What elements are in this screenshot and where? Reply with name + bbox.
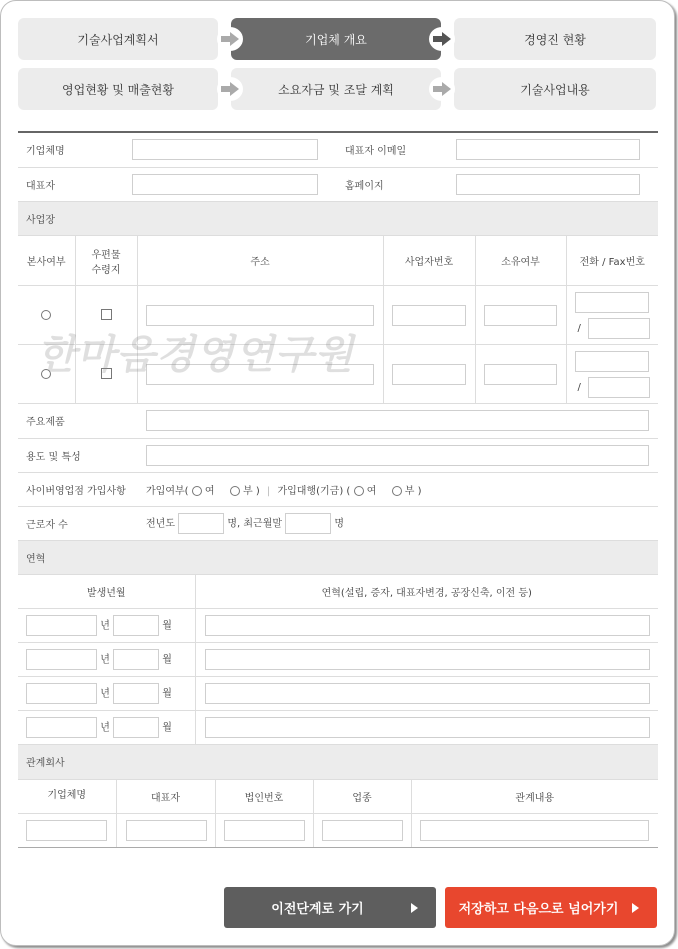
col-phone: 전화 / Fax번호: [566, 236, 658, 286]
month-input[interactable]: [113, 717, 159, 738]
table-row: [18, 813, 658, 847]
join-yes-label: 여: [204, 485, 215, 497]
table-row: [18, 677, 658, 711]
slash-label: /: [577, 323, 581, 334]
col-related-rep: 대표자: [116, 779, 215, 813]
step-sales[interactable]: 영업현황 및 매출현황: [18, 68, 218, 110]
month-label: 월: [162, 620, 172, 632]
agency-no-label: 부: [404, 485, 415, 497]
phone-input[interactable]: [575, 351, 649, 372]
mail-checkbox[interactable]: [101, 309, 112, 320]
homepage-label: 홈페이지: [337, 167, 454, 201]
address-input[interactable]: [146, 305, 374, 326]
month-label: 월: [162, 722, 172, 734]
representative-input[interactable]: [132, 174, 318, 195]
arrow-right-icon: [429, 77, 455, 101]
month-label: 월: [162, 654, 172, 666]
workers-unit-2: 명: [334, 518, 345, 529]
homepage-input[interactable]: [456, 174, 640, 195]
history-section-title: 연혁: [18, 541, 658, 575]
month-label: 월: [162, 688, 172, 700]
representative-label: 대표자: [18, 167, 132, 201]
year-input[interactable]: [26, 683, 97, 704]
usage-input[interactable]: [146, 445, 649, 466]
col-date: 발생년월: [18, 575, 195, 609]
arrow-right-icon: [429, 27, 455, 51]
main-product-label: 주요제품: [18, 404, 137, 438]
company-name-input[interactable]: [132, 139, 318, 160]
agency-yes-label: 여: [366, 485, 377, 497]
slash-label: /: [577, 382, 581, 393]
workplace-section-title: 사업장: [18, 202, 658, 236]
history-table: [18, 541, 658, 746]
col-related-name: 기업체명: [18, 779, 116, 813]
related-corpno-input[interactable]: [224, 820, 305, 841]
col-history-desc: 연혁(설립, 증자, 대표자변경, 공장신축, 이전 등): [195, 575, 658, 609]
year-label: 년: [100, 722, 110, 734]
col-hq: 본사여부: [18, 236, 75, 286]
step-navigation: [18, 18, 656, 118]
year-label: 년: [100, 654, 110, 666]
col-mail-line1: 우편물: [91, 249, 121, 261]
join-label: 가입여부(: [146, 485, 189, 497]
mail-checkbox[interactable]: [101, 368, 112, 379]
step-tech-content[interactable]: 기술사업내용: [454, 68, 656, 110]
cyber-label: 사이버영업점 가입사항: [18, 472, 137, 506]
table-row: [18, 609, 658, 643]
related-section-title: 관계회사: [18, 745, 658, 779]
join-close: ): [255, 485, 260, 497]
col-address: 주소: [137, 236, 383, 286]
prev-step-label: 이전단계로 가기: [271, 902, 364, 917]
rep-email-input[interactable]: [456, 139, 640, 160]
hq-radio[interactable]: [41, 369, 51, 379]
watermark-text: 한마음경영연구원: [37, 332, 355, 378]
history-input[interactable]: [205, 683, 650, 704]
table-row: [18, 643, 658, 677]
related-name-input[interactable]: [26, 820, 107, 841]
history-input[interactable]: [205, 649, 650, 670]
save-next-label: 저장하고 다음으로 넘어가기: [458, 902, 619, 917]
step-row-2: [18, 68, 656, 110]
col-related-corpno: 법인번호: [215, 779, 313, 813]
separator: |: [266, 485, 271, 497]
workplace-table: [18, 202, 658, 405]
hq-radio[interactable]: [41, 310, 51, 320]
workers-unit-1: 명, 최근월말: [227, 518, 283, 529]
play-arrow-icon: [632, 903, 639, 913]
company-form: [18, 131, 658, 848]
table-row: [18, 345, 658, 404]
agency-no-radio[interactable]: [392, 486, 402, 496]
col-related-relation: 관계내용: [411, 779, 658, 813]
owner-input[interactable]: [484, 364, 557, 385]
join-no-label: 부: [242, 485, 253, 497]
workers-label: 근로자 수: [18, 506, 137, 540]
fax-input[interactable]: [588, 318, 650, 339]
year-input[interactable]: [26, 649, 97, 670]
products-table: [18, 404, 658, 541]
history-input[interactable]: [205, 717, 650, 738]
related-type-input[interactable]: [322, 820, 403, 841]
col-mail: [75, 236, 137, 286]
bizno-input[interactable]: [392, 364, 466, 385]
owner-input[interactable]: [484, 305, 557, 326]
step-tech-plan[interactable]: 기술사업계획서: [18, 18, 218, 60]
table-row: [18, 711, 658, 745]
year-label: 년: [100, 688, 110, 700]
main-product-input[interactable]: [146, 410, 649, 431]
agency-yes-radio[interactable]: [354, 486, 364, 496]
step-funding[interactable]: 소요자금 및 조달 계획: [231, 68, 441, 110]
phone-input[interactable]: [575, 292, 649, 313]
related-rep-input[interactable]: [126, 820, 207, 841]
agency-label: 가입대행(기금) (: [277, 485, 351, 497]
step-management[interactable]: 경영진 현황: [454, 18, 656, 60]
month-input[interactable]: [113, 683, 159, 704]
join-no-radio[interactable]: [230, 486, 240, 496]
related-table: [18, 745, 658, 848]
month-input[interactable]: [113, 649, 159, 670]
address-input[interactable]: [146, 364, 374, 385]
recent-workers-input[interactable]: [285, 513, 331, 534]
play-arrow-icon: [411, 903, 418, 913]
step-row-1: [18, 18, 656, 60]
col-related-type: 업종: [313, 779, 411, 813]
col-mail-line2: 수령지: [91, 264, 121, 276]
year-label: 년: [100, 620, 110, 632]
table-row: [18, 286, 658, 345]
basic-info-table: [18, 133, 658, 202]
join-yes-radio[interactable]: [192, 486, 202, 496]
year-input[interactable]: [26, 615, 97, 636]
rep-email-label: 대표자 이메일: [337, 133, 454, 167]
usage-label: 용도 및 특성: [18, 438, 137, 472]
history-input[interactable]: [205, 615, 650, 636]
save-next-button[interactable]: [445, 887, 657, 928]
bizno-input[interactable]: [392, 305, 466, 326]
company-name-label: 기업체명: [18, 133, 132, 167]
col-bizno: 사업자번호: [383, 236, 475, 286]
month-input[interactable]: [113, 615, 159, 636]
fax-input[interactable]: [588, 377, 650, 398]
agency-close: ): [417, 485, 422, 497]
related-relation-input[interactable]: [420, 820, 649, 841]
arrow-right-icon: [217, 77, 243, 101]
arrow-right-icon: [217, 27, 243, 51]
year-input[interactable]: [26, 717, 97, 738]
prev-year-workers-input[interactable]: [178, 513, 224, 534]
col-owner: 소유여부: [475, 236, 566, 286]
prev-year-label: 전년도: [146, 518, 175, 529]
prev-step-button[interactable]: [224, 887, 436, 928]
step-company-overview[interactable]: 기업체 개요: [231, 18, 441, 60]
